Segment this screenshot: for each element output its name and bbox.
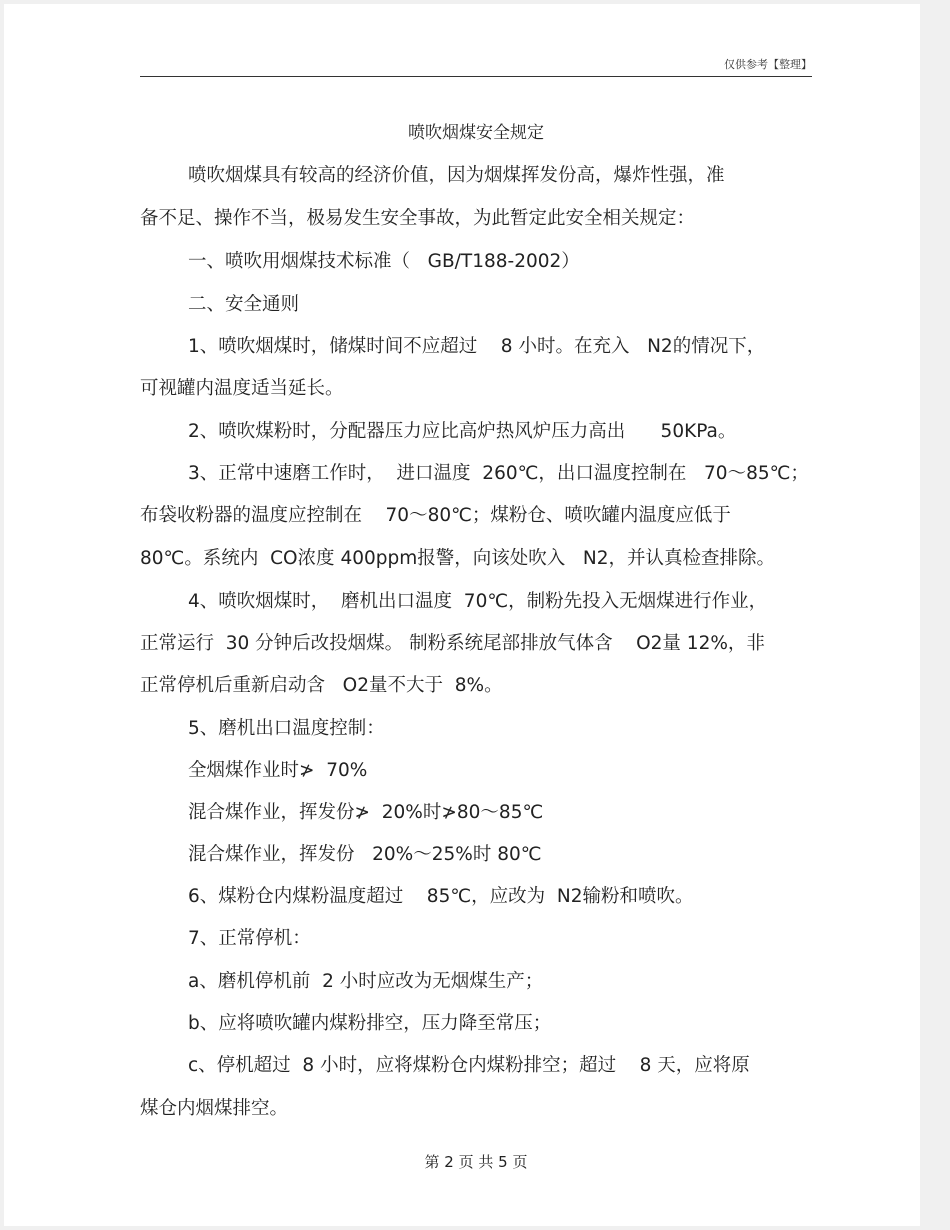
- paragraph-line: 全烟煤作业时≯ 70%: [188, 760, 368, 781]
- paragraph-line: 混合煤作业，挥发份≯ 20%时≯80～85℃: [188, 802, 544, 823]
- paragraph-line: 一、喷吹用烟煤技术标准（ GB/T188-2002）: [188, 251, 580, 272]
- document-page: [4, 4, 920, 1226]
- paragraph-line: a、磨机停机前 2 小时应改为无烟煤生产；: [188, 971, 544, 992]
- paragraph-line: 煤仓内烟煤排空。: [140, 1098, 289, 1119]
- document-title: 喷吹烟煤安全规定: [408, 123, 544, 143]
- paragraph-line: b、应将喷吹罐内煤粉排空，压力降至常压；: [188, 1013, 552, 1034]
- paragraph-line: 备不足、操作不当，极易发生安全事故，为此暂定此安全相关规定：: [140, 208, 696, 229]
- paragraph-line: 3、正常中速磨工作时， 进口温度 260℃，出口温度控制在 70～85℃；: [188, 463, 809, 484]
- paragraph-line: 2、喷吹煤粉时，分配器压力应比高炉热风炉压力高出 50KPa。: [188, 421, 737, 442]
- paragraph-line: 正常停机后重新启动含 O2量不大于 8%。: [140, 675, 503, 696]
- paragraph-line: 4、喷吹烟煤时， 磨机出口温度 70℃，制粉先投入无烟煤进行作业，: [188, 591, 768, 612]
- paragraph-line: 可视罐内温度适当延长。: [140, 378, 344, 399]
- paragraph-line: 80℃。系统内 CO浓度 400ppm报警，向该处吹入 N2，并认真检查排除。: [140, 548, 776, 569]
- paragraph-line: c、停机超过 8 小时，应将煤粉仓内煤粉排空；超过 8 天，应将原: [188, 1055, 750, 1076]
- paragraph-line: 5、磨机出口温度控制：: [188, 718, 385, 739]
- paragraph-line: 6、煤粉仓内煤粉温度超过 85℃，应改为 N2输粉和喷吹。: [188, 886, 694, 907]
- page-header: [140, 50, 812, 77]
- paragraph-line: 1、喷吹烟煤时，储煤时间不应超过 8 小时。在充入 N2的情况下，: [188, 336, 766, 357]
- paragraph-line: 7、正常停机：: [188, 928, 311, 949]
- paragraph-line: 正常运行 30 分钟后改投烟煤。 制粉系统尾部排放气体含 O2量 12%，非: [140, 633, 765, 654]
- paragraph-line: 二、安全通则: [188, 294, 300, 315]
- paragraph-line: 布袋收粉器的温度应控制在 70～80℃；煤粉仓、喷吹罐内温度应低于: [140, 505, 731, 526]
- paragraph-line: 喷吹烟煤具有较高的经济价值，因为烟煤挥发份高，爆炸性强，准: [188, 165, 725, 186]
- header-note: 仅供参考【整理】: [724, 58, 812, 71]
- page-footer: 第 2 页 共 5 页: [424, 1153, 528, 1171]
- paragraph-line: 混合煤作业，挥发份 20%～25%时 80℃: [188, 844, 542, 865]
